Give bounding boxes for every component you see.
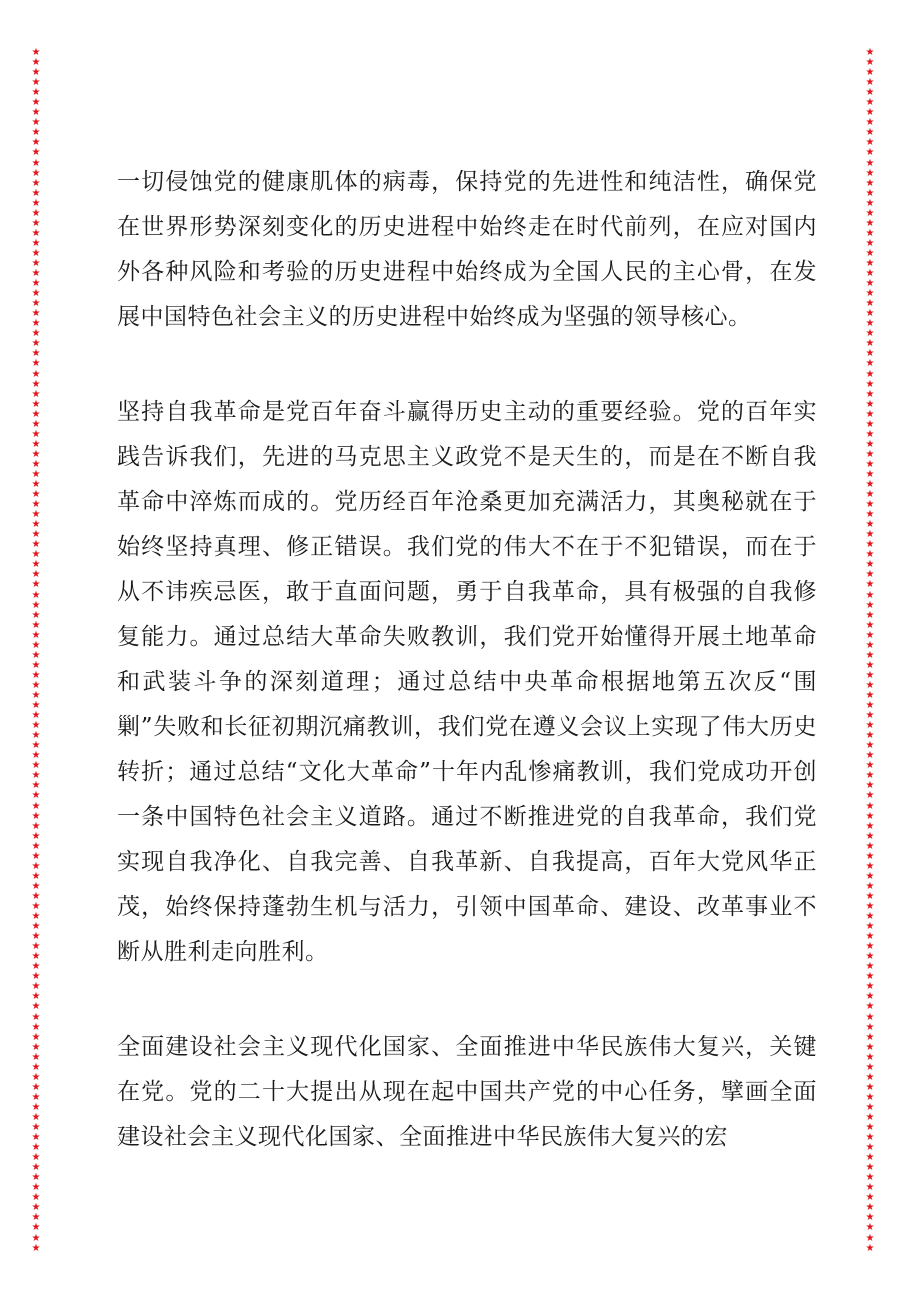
- paragraph-1: 一切侵蚀党的健康肌体的病毒，保持党的先进性和纯洁性，确保党在世界形势深刻变化的历史进程中始终走在时代前列，在应对国内外各种风险和考验的历史进程中始终成为全国人民的主心骨，在发展中国特色社会主义的历史进程中始终成为坚强的领导核心。: [117, 169, 817, 330]
- left-star-border: ★ ★ ★ ★ ★ ★ ★ ★ ★ ★ ★ ★ ★ ★ ★ ★ ★ ★ ★ ★ ★ ★ ★ ★ ★ ★ ★ ★ ★ ★ ★ ★ ★ ★ ★ ★ ★ ★ ★ ★ ★ ★ ★ ★ ★ ★ ★ ★ ★ ★ ★ ★ ★ ★ ★ ★ ★ ★ ★ ★ ★ ★ ★ ★ ★ ★ ★ ★ ★ ★ ★ ★ ★ ★ ★ ★ ★ ★ ★ ★ ★ ★ ★ ★ ★ ★ ★ ★ ★ ★ ★ ★ ★ ★ ★ ★ ★ ★ ★ ★ ★ ★ ★ ★ ★ ★ ★ ★ ★ ★ ★ ★ ★ ★ ★ ★ ★ ★ ★ ★: [31, 48, 41, 1254]
- right-star-border: ★ ★ ★ ★ ★ ★ ★ ★ ★ ★ ★ ★ ★ ★ ★ ★ ★ ★ ★ ★ ★ ★ ★ ★ ★ ★ ★ ★ ★ ★ ★ ★ ★ ★ ★ ★ ★ ★ ★ ★ ★ ★ ★ ★ ★ ★ ★ ★ ★ ★ ★ ★ ★ ★ ★ ★ ★ ★ ★ ★ ★ ★ ★ ★ ★ ★ ★ ★ ★ ★ ★ ★ ★ ★ ★ ★ ★ ★ ★ ★ ★ ★ ★ ★ ★ ★ ★ ★ ★ ★ ★ ★ ★ ★ ★ ★ ★ ★ ★ ★ ★ ★ ★ ★ ★ ★ ★ ★ ★ ★ ★ ★ ★ ★ ★ ★ ★ ★ ★ ★: [865, 48, 875, 1254]
- paragraph-2: 坚持自我革命是党百年奋斗赢得历史主动的重要经验。党的百年实践告诉我们，先进的马克思主义政党不是天生的，而是在不断自我革命中淬炼而成的。党历经百年沧桑更加充满活力，其奥秘就在于始终坚持真理、修正错误。我们党的伟大不在于不犯错误，而在于从不讳疾忌医，敢于直面问题，勇于自我革命，具有极强的自我修复能力。通过总结大革命失败教训，我们党开始懂得开展土地革命和武装斗争的深刻道理；通过总结中央革命根据地第五次反“围剿”失败和长征初期沉痛教训，我们党在遵义会议上实现了伟大历史转折；通过总结“文化大革命”十年内乱惨痛教训，我们党成功开创一条中国特色社会主义道路。通过不断推进党的自我革命，我们党实现自我净化、自我完善、自我革新、自我提高，百年大党风华正茂，始终保持蓬勃生机与活力，引领中国革命、建设、改革事业不断从胜利走向胜利。: [117, 399, 817, 965]
- document-body: [117, 160, 817, 1160]
- paragraph-3: 全面建设社会主义现代化国家、全面推进中华民族伟大复兴，关键在党。党的二十大提出从现在起中国共产党的中心任务，擘画全面建设社会主义现代化国家、全面推进中华民族伟大复兴的宏: [117, 1034, 817, 1150]
